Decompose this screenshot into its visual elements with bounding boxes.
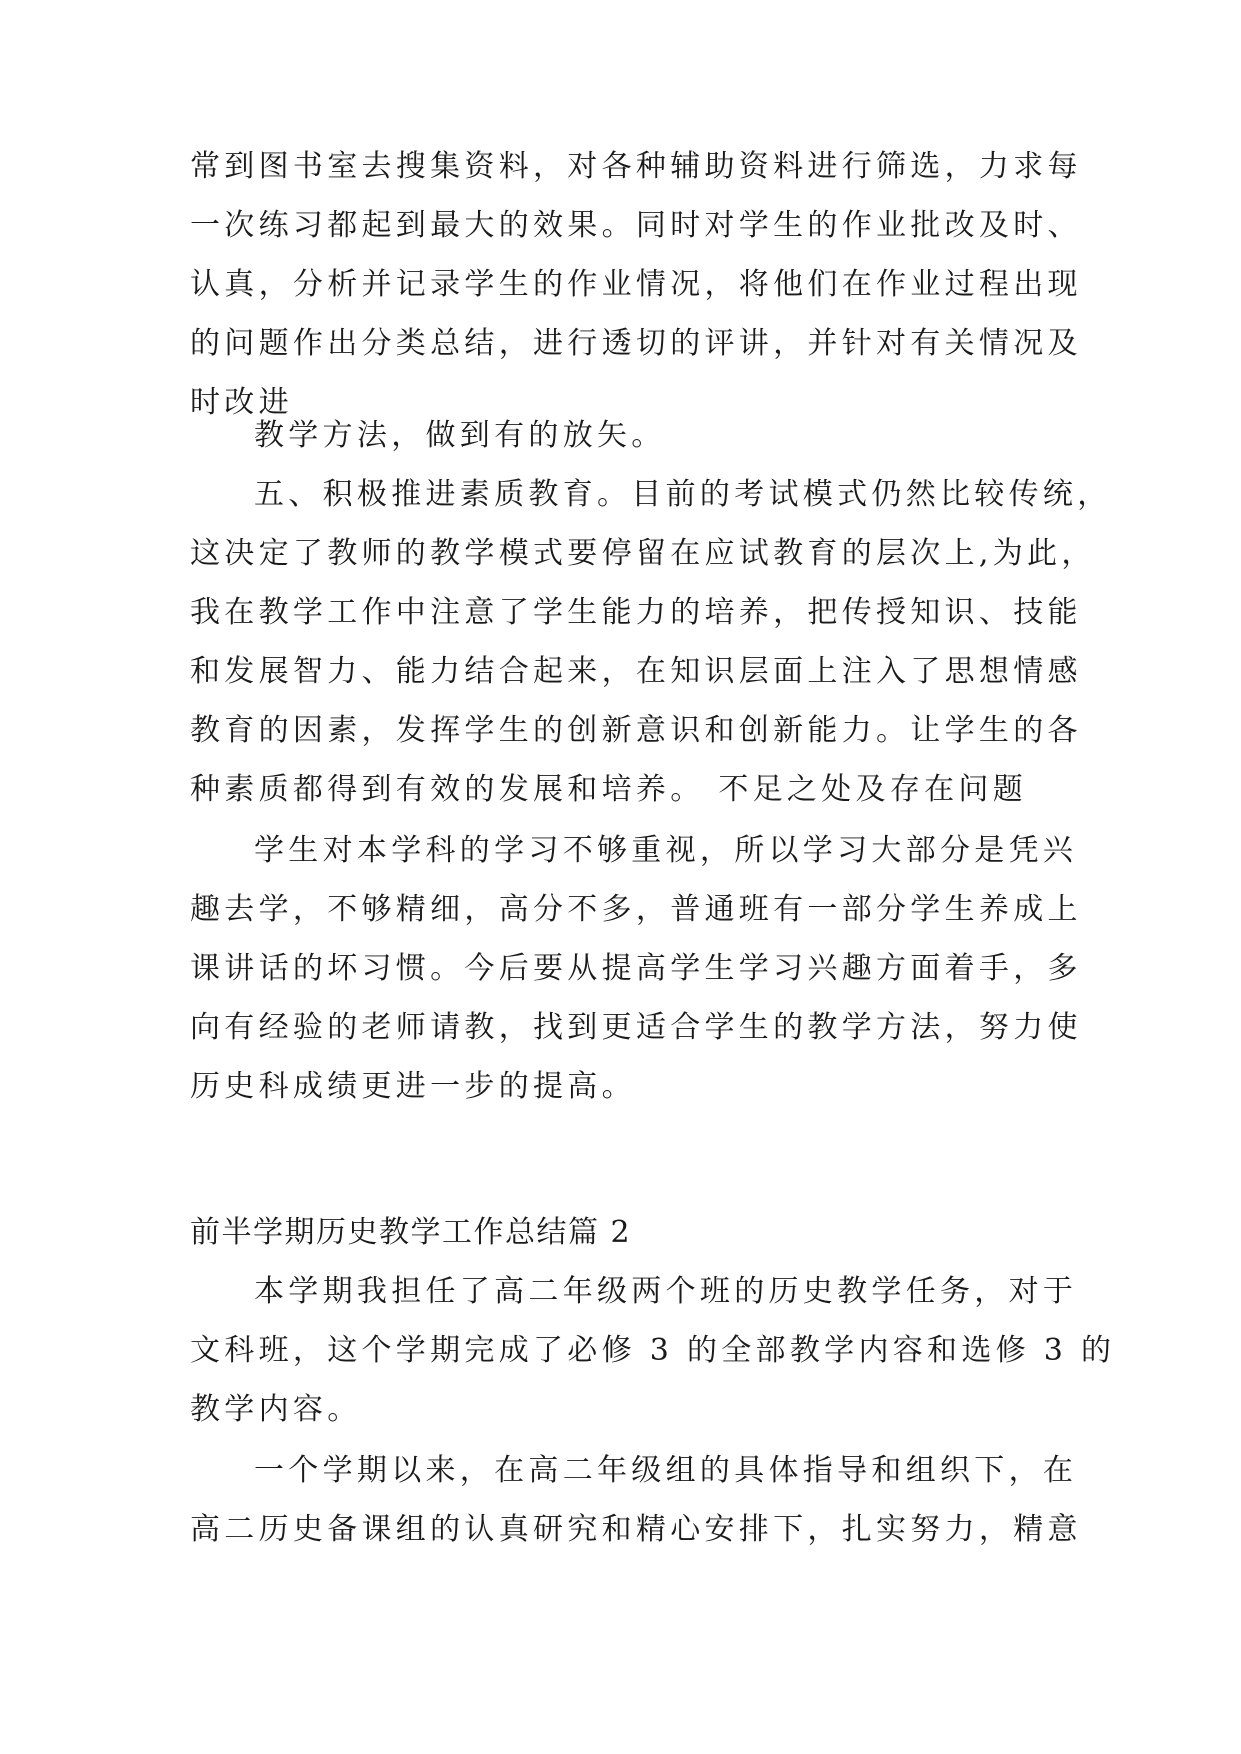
text-line: 我在教学工作中注意了学生能力的培养，把传授知识、技能 bbox=[190, 595, 1082, 630]
text-line: 一个学期以来，在高二年级组的具体指导和组织下，在 bbox=[254, 1453, 1078, 1488]
paragraph-teaching-method bbox=[190, 406, 1070, 465]
text-line: 本学期我担任了高二年级两个班的历史教学任务，对于 bbox=[254, 1274, 1078, 1309]
text-line: 五、积极推进素质教育。目前的考试模式仍然比较传统， bbox=[254, 477, 1112, 512]
text-line: 时改进 bbox=[190, 385, 293, 420]
text-line: 教学内容。 bbox=[190, 1392, 362, 1427]
paragraph-problems bbox=[190, 821, 1082, 1116]
text-line: 种素质都得到有效的发展和培养。 不足之处及存在问题 bbox=[190, 772, 1028, 807]
paragraph-continued bbox=[190, 137, 1082, 432]
text-line: 学生对本学科的学习不够重视，所以学习大部分是凭兴 bbox=[254, 833, 1078, 868]
section-heading bbox=[190, 1203, 1070, 1262]
text-line: 常到图书室去搜集资料，对各种辅助资料进行筛选，力求每 bbox=[190, 149, 1082, 184]
paragraph-quality-education bbox=[190, 465, 1112, 819]
text-line: 和发展智力、能力结合起来，在知识层面上注入了思想情感 bbox=[190, 654, 1082, 689]
text-line: 课讲话的坏习惯。今后要从提高学生学习兴趣方面着手，多 bbox=[190, 951, 1082, 986]
text-line: 文科班，这个学期完成了必修 3 的全部教学内容和选修 3 的 bbox=[190, 1333, 1116, 1368]
text-line: 的问题作出分类总结，进行透切的评讲，并针对有关情况及 bbox=[190, 326, 1082, 361]
text-line: 教学方法，做到有的放矢。 bbox=[254, 418, 666, 453]
paragraph-intro bbox=[190, 1262, 1116, 1439]
text-line: 高二历史备课组的认真研究和精心安排下，扎实努力，精意 bbox=[190, 1512, 1082, 1547]
text-line: 这决定了教师的教学模式要停留在应试教育的层次上,为此， bbox=[190, 536, 1096, 571]
text-line: 向有经验的老师请教，找到更适合学生的教学方法，努力使 bbox=[190, 1010, 1082, 1045]
text-line: 历史科成绩更进一步的提高。 bbox=[190, 1069, 636, 1104]
text-line: 一次练习都起到最大的效果。同时对学生的作业批改及时、 bbox=[190, 208, 1082, 243]
text-line: 教育的因素，发挥学生的创新意识和创新能力。让学生的各 bbox=[190, 713, 1082, 748]
section-title: 前半学期历史教学工作总结篇 2 bbox=[190, 1215, 632, 1250]
paragraph-semester bbox=[190, 1441, 1082, 1559]
text-line: 趣去学，不够精细，高分不多，普通班有一部分学生养成上 bbox=[190, 892, 1082, 927]
text-line: 认真，分析并记录学生的作业情况，将他们在作业过程出现 bbox=[190, 267, 1082, 302]
